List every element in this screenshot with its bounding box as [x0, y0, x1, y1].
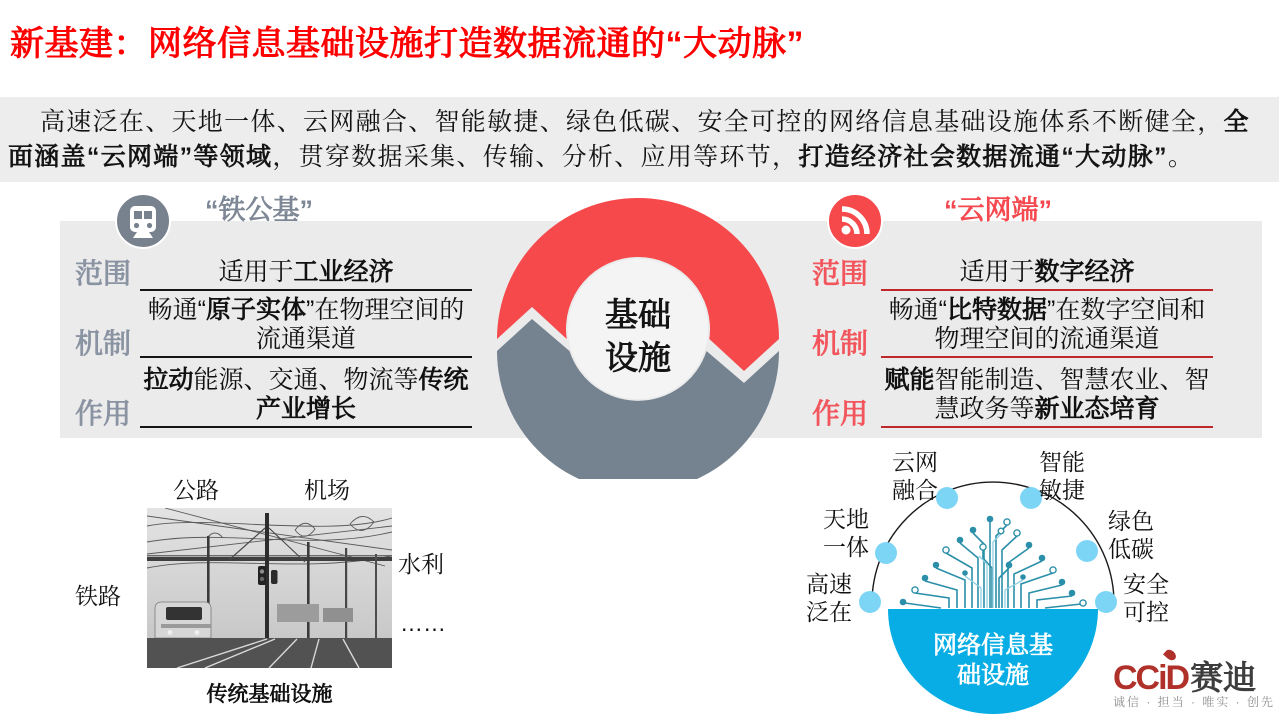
net-label-green-lowcarbon: 绿色 低碳	[1108, 508, 1154, 562]
traditional-caption: 传统基础设施	[206, 683, 333, 706]
donut-label-line2: 设施	[605, 339, 671, 376]
net-label-secure-controllable: 安全 可控	[1123, 571, 1169, 625]
left-row-effect: 拉动能源、交通、物流等传统产业增长	[143, 366, 469, 423]
right-row-label-effect: 作用	[812, 398, 869, 429]
label-more-ellipsis: ……	[400, 610, 446, 636]
ccid-logo	[1113, 652, 1273, 699]
net-label-cloud-network: 云网 融合	[892, 449, 938, 503]
label-rail: 铁路	[75, 583, 121, 609]
divider	[140, 426, 472, 428]
left-row-label-scope: 范围	[75, 258, 132, 289]
left-row-scope: 适用于工业经济	[218, 258, 394, 286]
donut-label-line1: 基础	[605, 296, 671, 333]
infrastructure-donut-diagram	[488, 179, 788, 479]
right-row-label-scope: 范围	[812, 258, 869, 289]
net-label-intelligent-agile: 智能 敏捷	[1039, 449, 1085, 503]
intro-paragraph: 高速泛在、天地一体、云网融合、智能敏捷、绿色低碳、安全可控的网络信息基础设施体系不断健全，全面涵盖“云网端”等领域，贯穿数据采集、传输、分析、应用等环节，打造经济社会数据流通“大动脉”。	[8, 108, 1250, 171]
label-airport: 机场	[304, 477, 350, 503]
railway-photo	[147, 508, 392, 668]
train-icon	[115, 193, 171, 249]
label-water: 水利	[398, 551, 444, 577]
ccid-brand-cn: 赛迪	[1190, 659, 1257, 696]
label-road: 公路	[173, 477, 219, 503]
divider	[140, 289, 472, 291]
ccid-tagline: 诚信 · 担当 · 唯实 · 创先	[1113, 695, 1275, 709]
right-row-effect: 赋能智能制造、智慧农业、智慧政务等新业态培育	[884, 366, 1210, 423]
right-section-title: “云网端”	[944, 195, 1052, 225]
network-core-line1: 网络信息基	[933, 632, 1053, 659]
divider	[140, 356, 472, 358]
divider	[881, 426, 1213, 428]
divider	[881, 289, 1213, 291]
left-section-title: “铁公基”	[205, 195, 313, 225]
page-title: 新基建：网络信息基础设施打造数据流通的“大动脉”	[10, 25, 804, 63]
net-label-space-ground: 天地 一体	[823, 506, 869, 560]
left-row-label-effect: 作用	[75, 398, 132, 429]
left-row-mechanism: 畅通“原子实体”在物理空间的流通渠道	[147, 296, 465, 353]
divider	[881, 356, 1213, 358]
left-row-label-mechanism: 机制	[75, 328, 132, 359]
network-core-line2: 础设施	[957, 662, 1029, 689]
arc-dots	[859, 487, 1117, 613]
rss-network-icon	[827, 193, 883, 249]
net-label-highspeed-ubiquitous: 高速 泛在	[806, 571, 852, 625]
right-row-label-mechanism: 机制	[812, 328, 869, 359]
ccid-brand-text: CCiD	[1113, 659, 1189, 697]
right-row-scope: 适用于数字经济	[959, 258, 1135, 286]
right-row-mechanism: 畅通“比特数据”在数字空间和物理空间的流通渠道	[888, 296, 1206, 353]
